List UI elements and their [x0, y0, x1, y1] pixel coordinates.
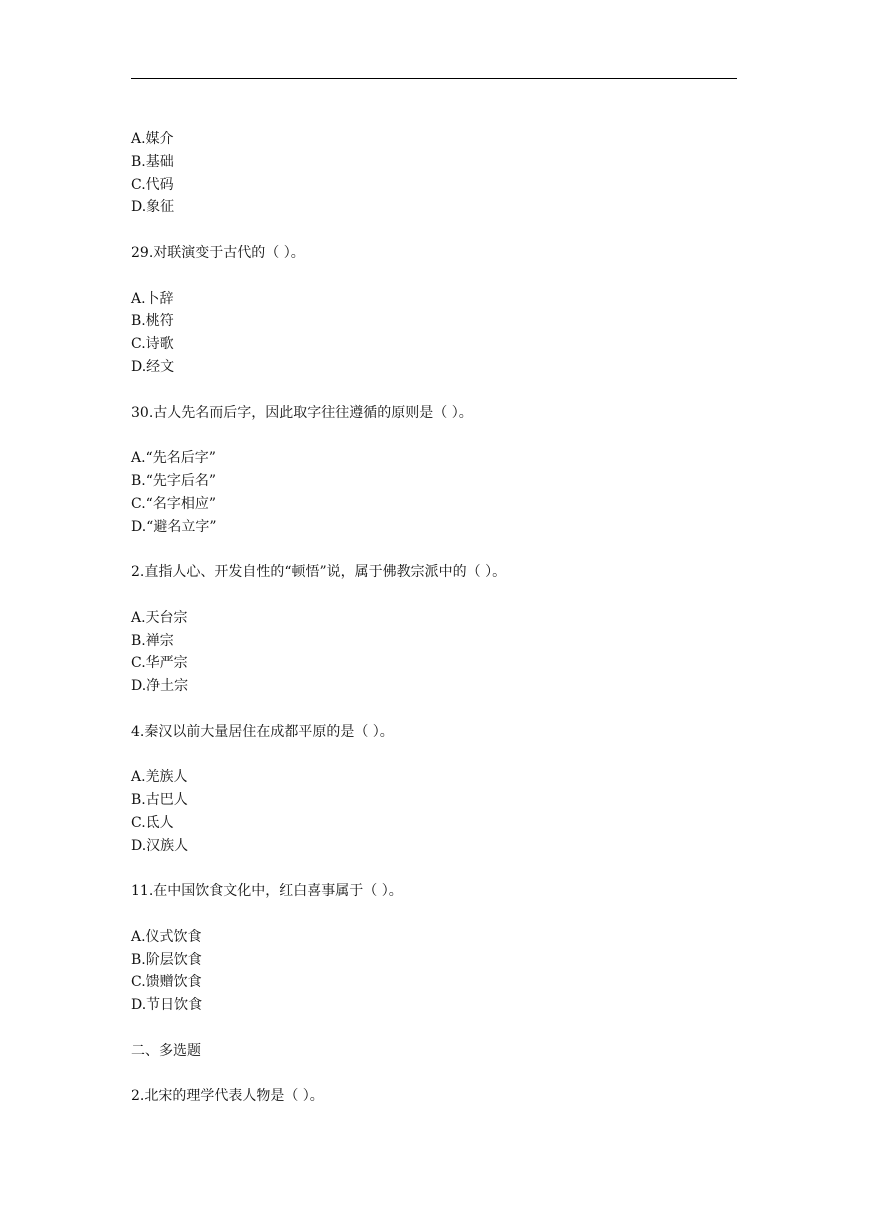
question-2 — [131, 561, 737, 698]
option-b: B.古巴人 — [131, 792, 188, 809]
question-stem: 11.在中国饮食文化中，红白喜事属于（ ）。 — [131, 883, 403, 900]
header-rule — [131, 78, 737, 79]
option-a: A.天台宗 — [131, 609, 188, 626]
option-d: D.净土宗 — [131, 678, 189, 695]
option-a: A.羌族人 — [131, 769, 188, 786]
option-c: C.代码 — [131, 176, 174, 193]
option-d: D.汉族人 — [131, 837, 189, 854]
question-stem: 30.古人先名而后字，因此取字往往遵循的原则是（ ）。 — [131, 404, 473, 421]
option-c: C.诗歌 — [131, 336, 174, 353]
option-a: A.卜辞 — [131, 290, 174, 307]
question-29 — [131, 242, 737, 379]
option-b: B.禅宗 — [131, 632, 174, 649]
question-stem: 29.对联演变于古代的（ ）。 — [131, 244, 305, 261]
option-a: A.仪式饮食 — [131, 928, 202, 945]
section-heading: 二、多选题 — [131, 1042, 201, 1059]
option-c: C.“名字相应” — [131, 495, 216, 512]
question-28-options — [131, 128, 737, 219]
option-b: B.基础 — [131, 153, 174, 170]
option-b: B.阶层饮食 — [131, 951, 202, 968]
question-4 — [131, 721, 737, 858]
option-a: A.媒介 — [131, 131, 174, 147]
option-c: C.馈赠饮食 — [131, 974, 202, 991]
question-stem: 2.直指人心、开发自性的“顿悟”说，属于佛教宗派中的（ ）。 — [131, 564, 507, 581]
option-d: D.节日饮食 — [131, 997, 203, 1014]
question-stem: 4.秦汉以前大量居住在成都平原的是（ ）。 — [131, 723, 394, 740]
option-c: C.氐人 — [131, 814, 174, 831]
option-c: C.华严宗 — [131, 655, 188, 672]
option-d: D.象征 — [131, 199, 175, 216]
question-30 — [131, 402, 737, 539]
option-b: B.桃符 — [131, 313, 174, 330]
question-11 — [131, 880, 737, 1017]
option-a: A.“先名后字” — [131, 450, 216, 467]
question-list — [131, 128, 737, 1108]
multi-question-2 — [131, 1085, 737, 1108]
question-stem: 2.北宋的理学代表人物是（ ）。 — [131, 1088, 324, 1105]
option-d: D.“避名立字” — [131, 518, 217, 535]
option-d: D.经文 — [131, 358, 175, 375]
option-b: B.“先字后名” — [131, 472, 217, 489]
